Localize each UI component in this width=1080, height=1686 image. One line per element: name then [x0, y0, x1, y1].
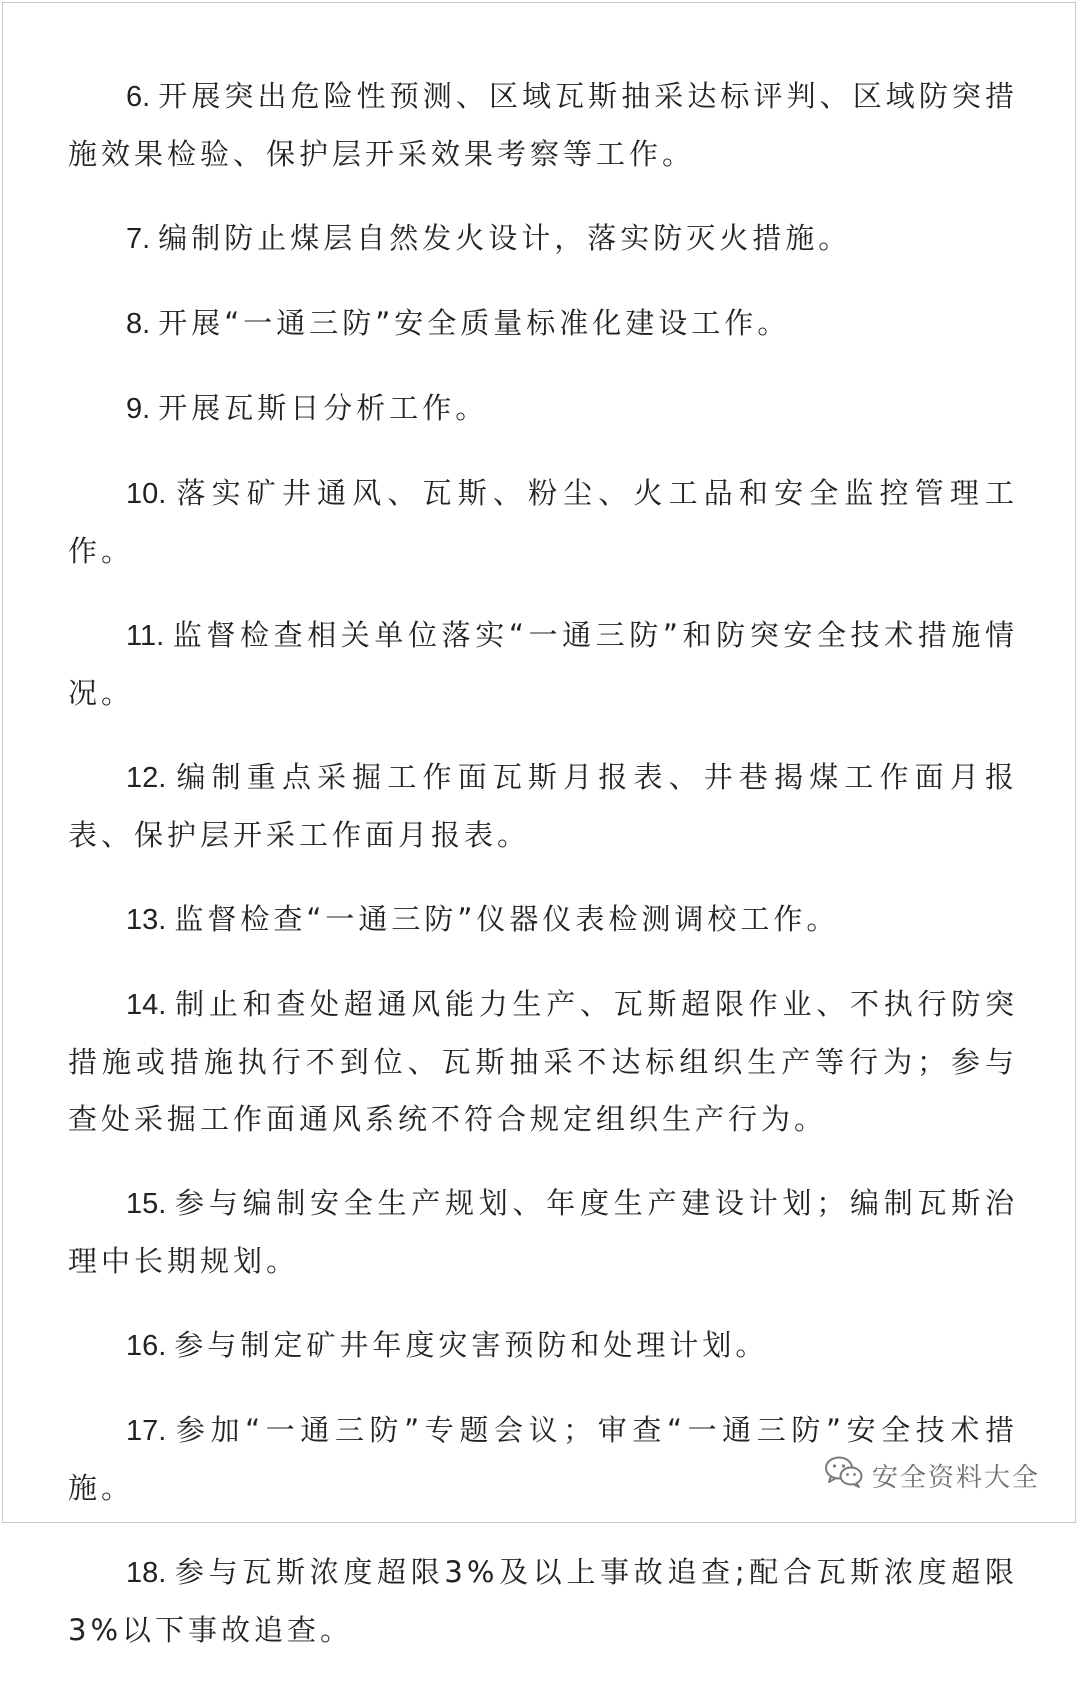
wechat-icon — [824, 1455, 864, 1496]
item-text: 参加“一通三防”专题会议；审查“一通三防”安全技术措施。 — [68, 1413, 1018, 1505]
list-item — [68, 68, 1018, 183]
item-text: 参与编制安全生产规划、年度生产建设计划；编制瓦斯治理中长期规划。 — [68, 1186, 1018, 1278]
item-number: 7. — [126, 223, 151, 255]
item-text: 制止和查处超通风能力生产、瓦斯超限作业、不执行防突措施或措施执行不到位、瓦斯抽采不达标组织生产等行为；参与查处采掘工作面通风系统不符合规定组织生产行为。 — [68, 987, 1018, 1136]
list-item — [68, 976, 1018, 1148]
item-text: 参与瓦斯浓度超限3%及以上事故追查;配合瓦斯浓度超限3%以下事故追查。 — [68, 1555, 1018, 1647]
list-item — [68, 295, 1018, 353]
list-item — [68, 210, 1018, 268]
list-item — [68, 607, 1018, 722]
item-number: 10. — [126, 478, 167, 510]
list-item — [68, 749, 1018, 864]
item-number: 9. — [126, 393, 151, 425]
item-number: 13. — [126, 904, 167, 936]
duty-list — [68, 68, 1018, 1686]
watermark — [824, 1455, 1040, 1495]
item-text: 开展瓦斯日分析工作。 — [158, 391, 489, 425]
item-number: 6. — [126, 81, 151, 113]
list-item — [68, 380, 1018, 438]
item-number: 12. — [126, 762, 167, 794]
list-item — [68, 465, 1018, 580]
watermark-text: 安全资料大全 — [871, 1462, 1040, 1493]
list-item — [68, 891, 1018, 949]
item-text: 开展“一通三防”安全质量标准化建设工作。 — [158, 306, 791, 340]
item-text: 落实矿井通风、瓦斯、粉尘、火工品和安全监控管理工作。 — [68, 476, 1018, 568]
item-number: 14. — [126, 989, 167, 1021]
item-number: 8. — [126, 308, 151, 340]
item-number: 18. — [126, 1557, 167, 1589]
item-text: 开展突出危险性预测、区域瓦斯抽采达标评判、区域防突措施效果检验、保护层开采效果考察等工作。 — [68, 79, 1018, 171]
item-text: 监督检查“一通三防”仪器仪表检测调校工作。 — [174, 902, 840, 936]
item-text: 编制重点采掘工作面瓦斯月报表、井巷揭煤工作面月报表、保护层开采工作面月报表。 — [68, 760, 1018, 852]
item-text: 监督检查相关单位落实“一通三防”和防突安全技术措施情况。 — [68, 618, 1018, 710]
list-item — [68, 1544, 1018, 1659]
item-number: 15. — [126, 1188, 167, 1220]
list-item — [68, 1317, 1018, 1375]
item-number: 11. — [126, 620, 165, 652]
item-number: 16. — [126, 1330, 167, 1362]
item-number: 17. — [126, 1415, 167, 1447]
item-text: 编制防止煤层自然发火设计，落实防灭火措施。 — [158, 221, 852, 255]
item-text: 参与制定矿井年度灾害预防和处理计划。 — [174, 1328, 769, 1362]
list-item — [68, 1175, 1018, 1290]
